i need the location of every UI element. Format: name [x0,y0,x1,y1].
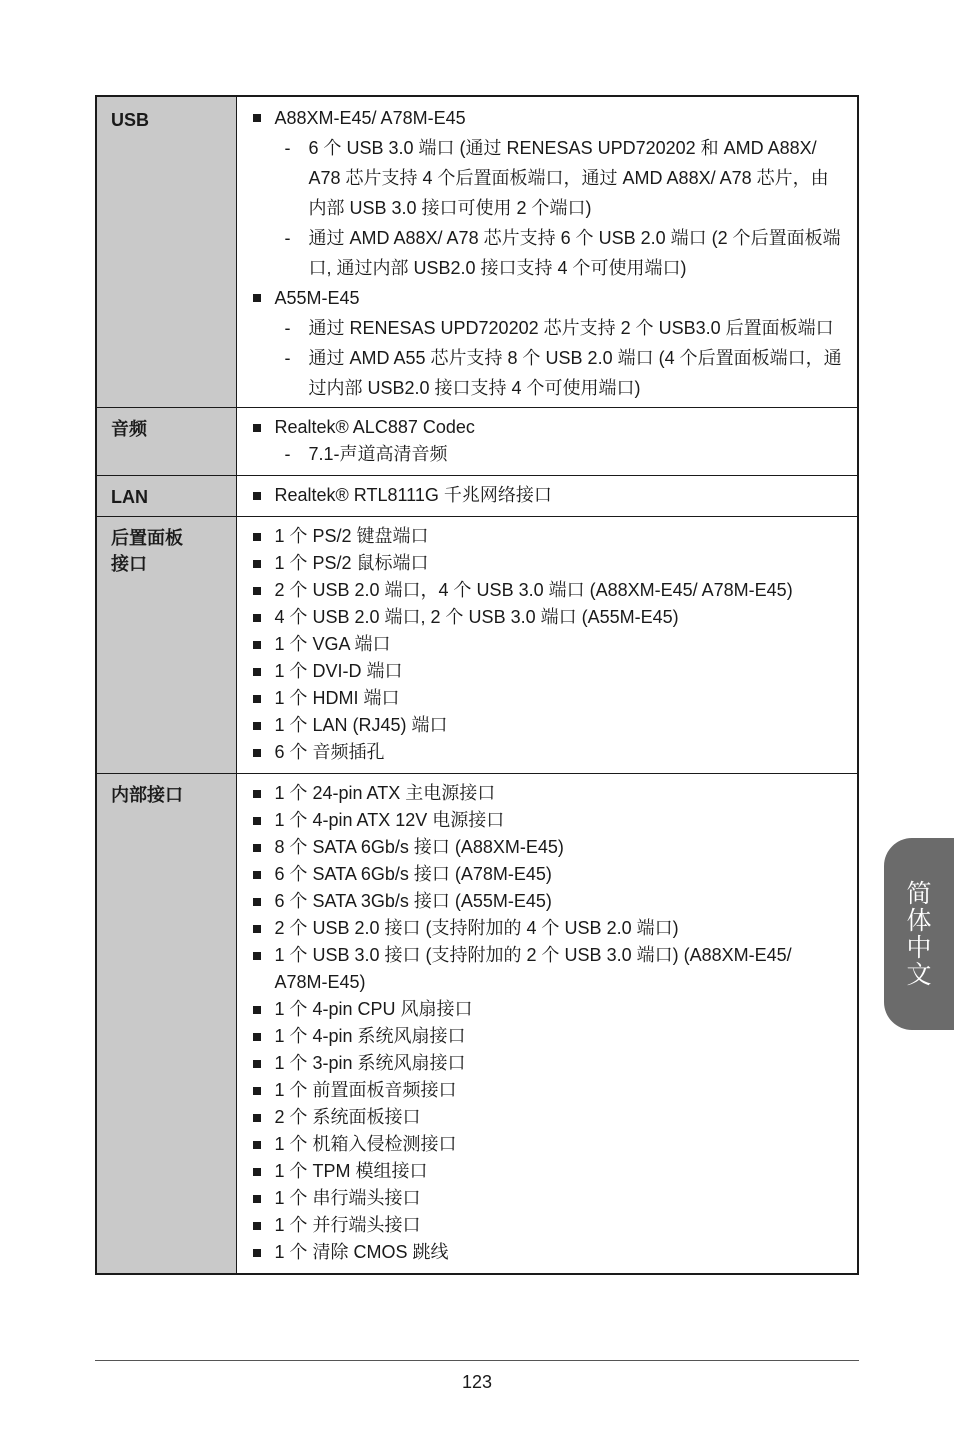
spec-sub-item: - 通过 AMD A88X/ A78 芯片支持 6 个 USB 2.0 端口 (2 个后置面板端口, 通过内部 USB2.0 接口支持 4 个可使用端口) [251,223,844,283]
spec-row-rear-panel [96,517,858,774]
spec-bullet-item: 1 个 VGA 端口 [251,631,844,658]
spec-row-internal-connectors [96,774,858,1275]
spec-bullet-item: Realtek® ALC887 Codec [251,414,844,441]
spec-label: 内部接口 [96,774,236,1275]
spec-bullet-item: 6 个 音频插孔 [251,739,844,766]
spec-bullet-item: 1 个 机箱入侵检测接口 [251,1131,844,1158]
spec-bullet-item: 1 个 HDMI 端口 [251,685,844,712]
page-number: 123 [461,1372,493,1392]
spec-bullet-item: 1 个 LAN (RJ45) 端口 [251,712,844,739]
spec-content [236,408,858,476]
spec-bullet-item: 1 个 前置面板音频接口 [251,1077,844,1104]
spec-row-usb [96,96,858,408]
spec-content [236,774,858,1275]
spec-content [236,96,858,408]
spec-bullet-item: 4 个 USB 2.0 端口, 2 个 USB 3.0 端口 (A55M-E45) [251,604,844,631]
spec-bullet-item: 8 个 SATA 6Gb/s 接口 (A88XM-E45) [251,834,844,861]
spec-row-audio [96,408,858,476]
spec-bullet-item: Realtek® RTL8111G 千兆网络接口 [251,482,844,509]
spec-bullet-item: 1 个 4-pin ATX 12V 电源接口 [251,807,844,834]
spec-bullet-item: 1 个 清除 CMOS 跳线 [251,1239,844,1266]
spec-content [236,476,858,517]
spec-bullet-item: 2 个 系统面板接口 [251,1104,844,1131]
language-tab-label: 简体中文 [903,880,931,988]
spec-bullet-item: 1 个 PS/2 键盘端口 [251,523,844,550]
footer-divider [95,1360,859,1361]
spec-bullet-item: 1 个 USB 3.0 接口 (支持附加的 2 个 USB 3.0 端口) (A88XM-E45/ A78M-E45) [251,942,844,996]
spec-bullet-item: 1 个 串行端头接口 [251,1185,844,1212]
spec-bullet-item: 2 个 USB 2.0 端口，4 个 USB 3.0 端口 (A88XM-E45/ A78M-E45) [251,577,844,604]
spec-bullet-item: 1 个 并行端头接口 [251,1212,844,1239]
spec-table [95,95,859,1275]
spec-row-lan [96,476,858,517]
spec-bullet-item: 2 个 USB 2.0 接口 (支持附加的 4 个 USB 2.0 端口) [251,915,844,942]
spec-bullet-item: 1 个 4-pin 系统风扇接口 [251,1023,844,1050]
language-side-tab [884,838,954,1030]
spec-sub-item: - 7.1-声道高清音频 [251,441,844,468]
spec-bullet-item: 6 个 SATA 6Gb/s 接口 (A78M-E45) [251,861,844,888]
spec-sub-item: - 6 个 USB 3.0 端口 (通过 RENESAS UPD720202 和 AMD A88X/ A78 芯片支持 4 个后置面板端口，通过 AMD A88X/ A78 芯片，由内部 USB 3.0 接口可使用 2 个端口) [251,133,844,223]
spec-bullet-item: 1 个 DVI-D 端口 [251,658,844,685]
spec-bullet-item: 1 个 3-pin 系统风扇接口 [251,1050,844,1077]
spec-content [236,517,858,774]
spec-bullet-item: 1 个 TPM 模组接口 [251,1158,844,1185]
spec-sub-item: - 通过 AMD A55 芯片支持 8 个 USB 2.0 端口 (4 个后置面板端口，通过内部 USB2.0 接口支持 4 个可使用端口) [251,343,844,403]
spec-bullet-item: A88XM-E45/ A78M-E45 [251,103,844,133]
spec-label: LAN [96,476,236,517]
spec-label: USB [96,96,236,408]
spec-sub-item: - 通过 RENESAS UPD720202 芯片支持 2 个 USB3.0 后置面板端口 [251,313,844,343]
spec-label: 音频 [96,408,236,476]
spec-bullet-item: 1 个 4-pin CPU 风扇接口 [251,996,844,1023]
spec-bullet-item: 6 个 SATA 3Gb/s 接口 (A55M-E45) [251,888,844,915]
spec-bullet-item: 1 个 PS/2 鼠标端口 [251,550,844,577]
spec-bullet-item: A55M-E45 [251,283,844,313]
spec-bullet-item: 1 个 24-pin ATX 主电源接口 [251,780,844,807]
spec-label: 后置面板接口 [96,517,236,774]
